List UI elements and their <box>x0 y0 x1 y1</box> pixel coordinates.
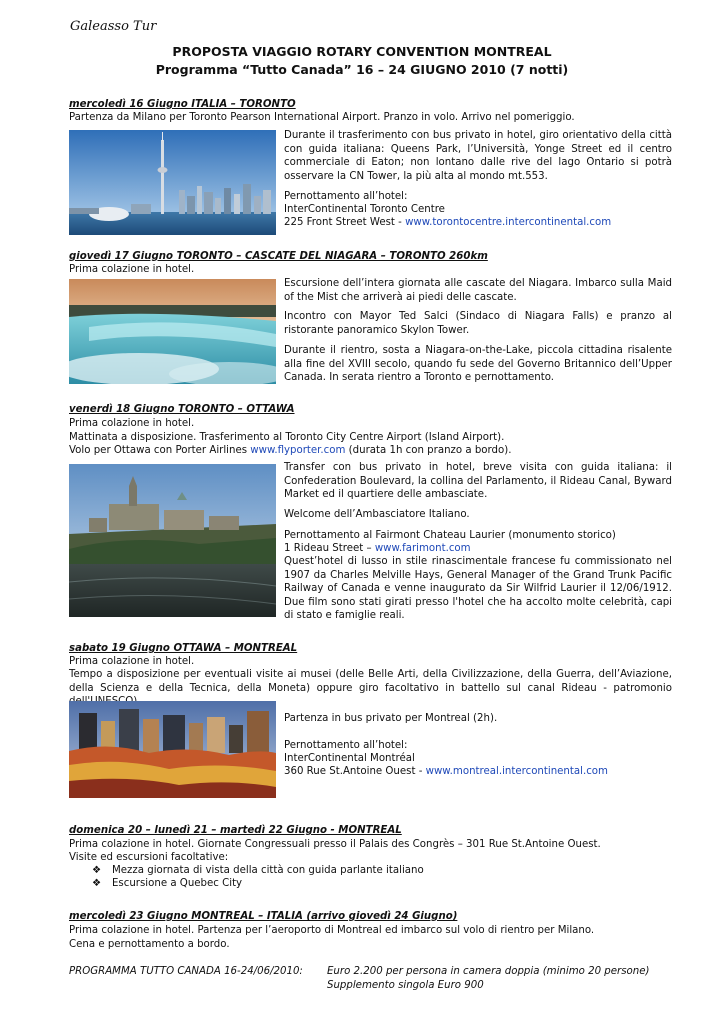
day2-paragraph-3: Durante il rientro, sosta a Niagara-on-the-Lake, piccola cittadina risalente alla fine del XVIII secolo, quando fu sede del Governo Britannico dell’Upper Canada. In serata rientro a Toronto e pernottamento. <box>284 345 672 383</box>
day1-hotel-label: Pernottamento all’hotel: <box>284 191 408 202</box>
day3-paragraph-1: Transfer con bus privato in hotel, breve visita con guida italiana: il Confederation Boulevard, la collina del Parlamento, il Rideau Canal, Byward Market ed il quartiere delle ambasciate. <box>284 462 672 500</box>
day6-heading: mercoledì 23 Giugno MONTREAL – ITALIA (arrivo giovedì 24 Giugno) <box>69 911 458 922</box>
niagara-falls-photo <box>69 279 276 384</box>
footer-supplement: Supplemento singola Euro 900 <box>327 980 484 991</box>
day1-hotel-name: InterContinental Toronto Centre <box>284 204 445 215</box>
footer-price: Euro 2.200 per persona in camera doppia (minimo 20 persone) <box>327 966 650 977</box>
day3-intro-1: Prima colazione in hotel. <box>69 418 195 429</box>
list-item <box>92 865 424 876</box>
day2-paragraph-2: Incontro con Mayor Ted Salci (Sindaco di Niagara Falls) e pranzo al ristorante panoramico Skylon Tower. <box>284 311 672 336</box>
list-item <box>92 878 242 889</box>
day5-line-2: Visite ed escursioni facoltative: <box>69 852 229 863</box>
day2-paragraph-1: Escursione dell’intera giornata alle cascate del Niagara. Imbarco sulla Maid of the Mist che arriverà ai piedi delle cascate. <box>284 278 672 303</box>
day1-hotel-link[interactable]: www.torontocentre.intercontinental.com <box>405 217 612 228</box>
day5-heading: domenica 20 – lunedì 21 – martedì 22 Giugno - MONTREAL <box>69 825 402 836</box>
day4-hotel-name: InterContinental Montréal <box>284 753 415 764</box>
day1-paragraph: Durante il trasferimento con bus privato in hotel, giro orientativo della città con guida italiana: Queens Park, l’Università, Yonge Street ed il centro commerciale di Eaton; non lontano dalle rive del lago Ontario si potrà osservare la CN Tower, la più alta al mondo mt.553. <box>284 130 672 182</box>
bullet-diamond-icon: ❖ <box>92 878 102 889</box>
day3-paragraph-3: Quest’hotel di lusso in stile rinascimentale francese fu commissionato nel 1907 da Charles Melville Hays, General Manager of the Grand Trunk Pacific Railway of Canada e venne inaugurato da Sir Wilfrid Laurier il 12/06/1912. Due film sono stati girati presso l'hotel che ha accolto molte celebrità, capi di stato e famiglie reali. <box>284 556 672 621</box>
day3-hotel-address-line <box>284 542 672 556</box>
day4-heading: sabato 19 Giugno OTTAWA – MONTREAL <box>69 643 298 654</box>
ottawa-parliament-photo <box>69 464 276 617</box>
day3-hotel-label: Pernottamento al Fairmont Chateau Laurier (monumento storico) <box>284 530 616 541</box>
day3-paragraph-2: Welcome dell’Ambasciatore Italiano. <box>284 509 470 520</box>
footer-label: PROGRAMMA TUTTO CANADA 16-24/06/2010: <box>69 966 303 977</box>
brand-name: Galeasso Tur <box>70 19 157 34</box>
day4-intro-1: Prima colazione in hotel. <box>69 656 195 667</box>
day3-intro-3a: Volo per Ottawa con Porter Airlines <box>69 445 251 456</box>
day1-hotel-address: 225 Front Street West - <box>284 217 406 228</box>
day3-intro-2: Mattinata a disposizione. Trasferimento al Toronto City Centre Airport (Island Airport). <box>69 432 505 443</box>
bullet-text: Escursione a Quebec City <box>112 878 243 889</box>
bullet-diamond-icon: ❖ <box>92 865 102 876</box>
day4-intro-2: Tempo a disposizione per eventuali visite ai musei (delle Belle Arti, della Civilizzazione, della Guerra, dell’Aviazione, della Scienza e della Tecnica, della Moneta) oppure giro facoltativo in battello sul canal Rideau - patromonio <box>69 669 672 694</box>
bullet-text: Mezza giornata di vista della città con guida parlante italiano <box>112 865 424 876</box>
day2-heading: giovedì 17 Giugno TORONTO – CASCATE DEL NIAGARA – TORONTO 260km <box>69 251 488 262</box>
day2-intro: Prima colazione in hotel. <box>69 264 195 275</box>
toronto-skyline-photo <box>69 130 276 235</box>
document-subtitle: Programma “Tutto Canada” 16 – 24 GIUGNO 2010 (7 notti) <box>155 62 569 77</box>
day4-paragraph-1: Partenza in bus privato per Montreal (2h). <box>284 713 498 724</box>
day5-line-1: Prima colazione in hotel. Giornate Congressuali presso il Palais des Congrès – 301 Rue St.Antoine Ouest. <box>69 839 601 850</box>
day1-intro: Partenza da Milano per Toronto Pearson International Airport. Pranzo in volo. Arrivo nel pomeriggio. <box>69 112 575 123</box>
day1-heading: mercoledì 16 Giugno ITALIA – TORONTO <box>69 99 296 110</box>
montreal-skyline-photo <box>69 701 276 798</box>
montreal-intercontinental-link[interactable]: www.montreal.intercontinental.com <box>425 766 608 777</box>
day3-hotel-address: 1 Rideau Street – <box>284 543 375 554</box>
day3-intro-3b: (durata 1h con pranzo a bordo). <box>345 445 512 456</box>
fairmont-link[interactable]: www.farimont.com <box>374 543 471 554</box>
day4-hotel-address-line <box>284 765 672 779</box>
day3-heading: venerdì 18 Giugno TORONTO – OTTAWA <box>69 404 295 415</box>
day1-hotel-address-line <box>284 216 672 230</box>
day6-line-1: Prima colazione in hotel. Partenza per l’aeroporto di Montreal ed imbarco sul volo di rientro per Milano. <box>69 925 595 936</box>
day3-intro-3 <box>69 444 511 458</box>
day4-hotel-label: Pernottamento all’hotel: <box>284 740 408 751</box>
day4-hotel-address: 360 Rue St.Antoine Ouest - <box>284 766 426 777</box>
document-title: PROPOSTA VIAGGIO ROTARY CONVENTION MONTREAL <box>172 44 552 59</box>
day6-line-2: Cena e pernottamento a bordo. <box>69 939 230 950</box>
flyporter-link[interactable]: www.flyporter.com <box>250 445 346 456</box>
